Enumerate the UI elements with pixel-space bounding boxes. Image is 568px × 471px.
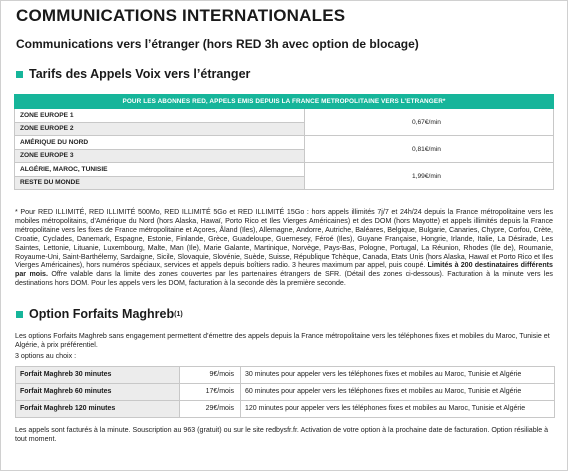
page-subtitle: Communications vers l’étranger (hors RED 3h avec option de blocage) bbox=[16, 37, 419, 51]
page-title: COMMUNICATIONS INTERNATIONALES bbox=[16, 6, 346, 25]
forfaits-table bbox=[15, 366, 555, 418]
tarif-table-header: POUR LES ABONNES RED, APPELS EMIS DEPUIS LA FRANCE METROPOLITAINE VERS L’ETRANGER* bbox=[15, 95, 554, 109]
table-row bbox=[16, 401, 555, 418]
zone-cell: ZONE EUROPE 2 bbox=[15, 122, 305, 136]
forfait-name: Forfait Maghreb 60 minutes bbox=[16, 384, 180, 401]
price-cell: 0,67€/min bbox=[305, 109, 554, 136]
tarif-table bbox=[14, 94, 554, 190]
maghreb-footer-note: Les appels sont facturés à la minute. Souscription au 963 (gratuit) ou sur le site redbysfr.fr. Activation de votre option à la prochaine date de facturation. Option résiliable à tout moment. bbox=[15, 426, 549, 443]
zone-cell: ALGÉRIE, MAROC, TUNISIE bbox=[15, 163, 305, 177]
section-heading-voice bbox=[16, 67, 250, 81]
options-label: 3 options au choix : bbox=[15, 352, 77, 360]
forfait-name: Forfait Maghreb 30 minutes bbox=[16, 367, 180, 384]
section-heading-maghreb-label: Option Forfaits Maghreb bbox=[29, 307, 175, 321]
price-cell: 0,81€/min bbox=[305, 136, 554, 163]
section-heading-voice-label: Tarifs des Appels Voix vers l’étranger bbox=[29, 67, 251, 81]
maghreb-intro: Les options Forfaits Maghreb sans engagement permettent d’émettre des appels depuis la France métropolitaine vers les téléphones fixes et mobiles du Maroc, Tunisie et Algérie, à prix préférentiel. bbox=[15, 332, 550, 349]
forfait-description: 120 minutes pour appeler vers les téléphones fixes et mobiles au Maroc, Tunisie et Algérie bbox=[241, 401, 555, 418]
table-row bbox=[15, 109, 554, 123]
square-bullet-icon bbox=[16, 311, 23, 318]
zone-cell: AMÉRIQUE DU NORD bbox=[15, 136, 305, 150]
zone-cell: RESTE DU MONDE bbox=[15, 176, 305, 190]
table-row bbox=[15, 136, 554, 150]
zone-cell: ZONE EUROPE 1 bbox=[15, 109, 305, 123]
footnote-part2: Offre valable dans la limite des zones couvertes par les partenaires étrangers de SFR. (Détail des zones ci-dessous). Facturation à la minute vers les destinations hors DOM. Pour les appels vers les DOM, facturation à la seconde dès la première seconde. bbox=[15, 270, 553, 288]
heading-superscript: (1) bbox=[174, 310, 183, 318]
tarif-table-header-row bbox=[15, 95, 554, 109]
table-row bbox=[16, 384, 555, 401]
forfait-price: 17€/mois bbox=[180, 384, 241, 401]
forfait-price: 9€/mois bbox=[180, 367, 241, 384]
square-bullet-icon bbox=[16, 71, 23, 78]
table-row bbox=[15, 163, 554, 177]
table-row bbox=[16, 367, 555, 384]
footnote bbox=[15, 208, 553, 288]
section-heading-maghreb bbox=[16, 307, 183, 321]
price-cell: 1,99€/min bbox=[305, 163, 554, 190]
forfait-name: Forfait Maghreb 120 minutes bbox=[16, 401, 180, 418]
forfait-description: 30 minutes pour appeler vers les téléphones fixes et mobiles au Maroc, Tunisie et Algérie bbox=[241, 367, 555, 384]
forfait-price: 29€/mois bbox=[180, 401, 241, 418]
footnote-bold: Limités à 200 destinataires différents par mois. bbox=[15, 261, 553, 279]
zone-cell: ZONE EUROPE 3 bbox=[15, 149, 305, 163]
footnote-part1: * Pour RED ILLIMITÉ, RED ILLIMITÉ 500Mo, RED ILLIMITÉ 5Go et RED ILLIMITÉ 15Go : hors appels illimités 7j/7 et 24h/24 depuis la France métropolitaine vers les mobiles métropolitains, d’Amérique du Nord (hors Alaska, Hawaï, Porto Rico et Iles Vierges Américaines) et des DOM (hors Mayotte) et appels illimités depuis la France métropolitaine vers les fixes de France métropolitaine et Açores, Åland (Iles), Allemagne, Andorre, Autriche, Baléares, Belgique, Bulgarie, Canaries, Chypre, Corfou, Crète, Croatie, Cyclades, Danemark, Espagne, Estonie, Finlande, Grèce, Guadeloupe, Guernesey, Féroé (Iles), Guyane Française, Hongrie, Irlande, Italie, La Désirade, Les Saintes, Lettonie, Lituanie, Luxembourg, Malte, Man (Ile), Marie Galante, Martinique, Norvège, Pays-Bas, Pologne, Portugal, La Réunion, Rhodes (Ile de), Roumanie, Royaume-Uni, Saint-Barthélemy, Sardaigne, Sicile, Slovaquie, Slovénie, Suède, Suisse, République Tchèque, Canada, Etats Unis (hors Alaska, Hawaï et Porto Rico et Iles Vierges Américaines), hors numéros spéciaux, services et appels depuis boîtiers radio. 3 heures maximum par appel, puis coupé. bbox=[15, 208, 553, 270]
forfait-description: 60 minutes pour appeler vers les téléphones fixes et mobiles au Maroc, Tunisie et Algérie bbox=[241, 384, 555, 401]
